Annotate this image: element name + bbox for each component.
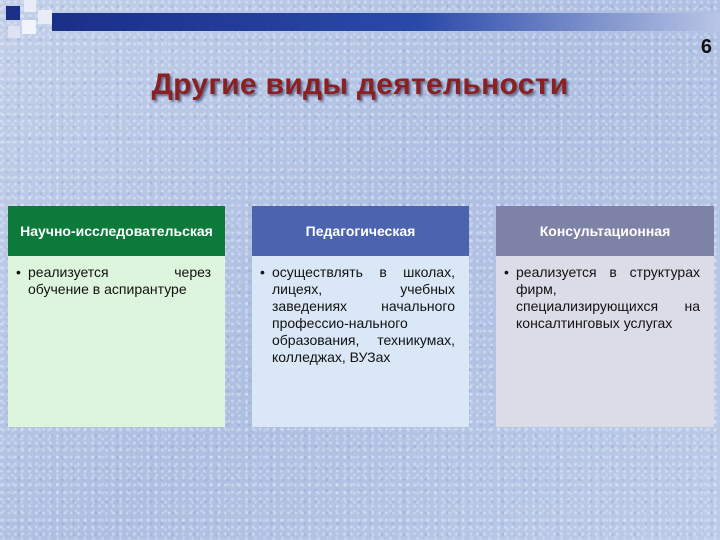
bullet-icon: • (260, 264, 265, 280)
slide-title: Другие виды деятельности (151, 68, 569, 101)
bullet-icon: • (504, 264, 509, 280)
column-body (8, 256, 225, 427)
column-text: осуществлять в школах, лицеях, учебных заведениях начального профессио-нального образования, техникумах, колледжах, ВУЗах (272, 264, 455, 365)
column-header: Научно-исследовательская (8, 206, 225, 256)
column-pedagogical (252, 206, 469, 427)
page-number: 6 (700, 36, 712, 58)
column-text: реализуется в структурах фирм, специализирующихся на консалтинговых услугах (516, 264, 700, 331)
column-text: реализуется через обучение в аспирантуре (28, 264, 211, 297)
column-consulting (496, 206, 714, 427)
column-header: Консультационная (496, 206, 714, 256)
column-body (496, 256, 714, 427)
column-research (8, 206, 225, 427)
column-body (252, 256, 469, 427)
column-header: Педагогическая (252, 206, 469, 256)
bullet-icon: • (16, 264, 21, 280)
header-bar (52, 13, 720, 31)
